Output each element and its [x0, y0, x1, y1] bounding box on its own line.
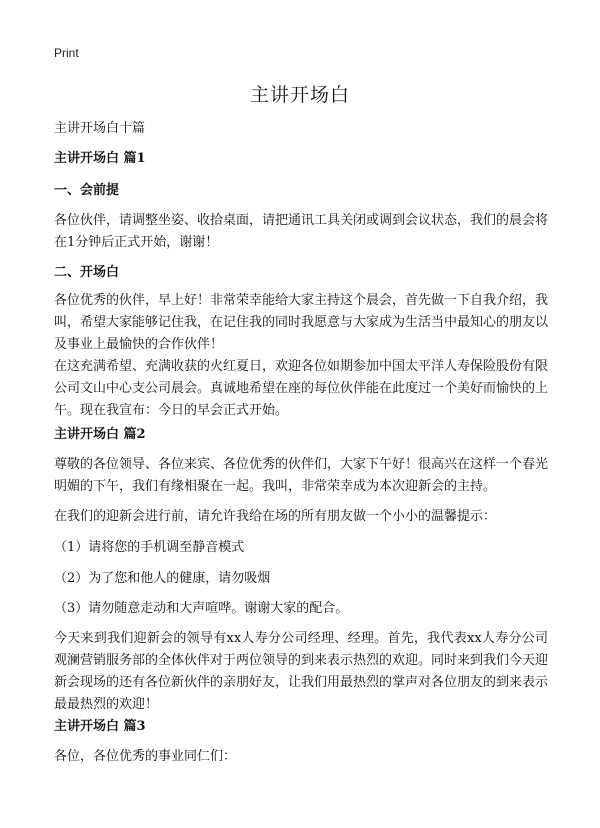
- section2-text1: 尊敬的各位领导、各位来宾、各位优秀的伙伴们，大家下午好！很高兴在这样一个春光明媚的下午，我们有缘相聚在一起。我叫，非常荣幸成为本次迎新会的主持。: [54, 457, 549, 494]
- section2-text3: 今天来到我们迎新会的领导有xx人寿分公司经理、经理。首先，我代表xx人寿分公司观澜营销服务部的全体伙伴对于两位领导的到来表示热烈的欢迎。同时来到我们今天迎新会现场的还有各位新伙伴的亲朋好友，让我们用最热烈的掌声对各位朋友的到来表示最最热烈的欢迎！: [54, 631, 549, 712]
- section2-heading: 主讲开场白 篇2: [54, 427, 146, 442]
- section1-heading: 主讲开场白 篇1: [54, 151, 146, 166]
- section2-tip3: （3）请勿随意走动和大声喧哗。谢谢大家的配合。: [54, 601, 349, 616]
- section1-part2-text1: 各位优秀的伙伴，早上好！非常荣幸能给大家主持这个晨会，首先做一下自我介绍，我叫，希望大家能够记住我，在记住我的同时我愿意与大家成为生活当中最知心的朋友以及事业上最愉快的合作伙伴！: [54, 293, 549, 352]
- print-label[interactable]: Print: [54, 46, 79, 60]
- page-title: 主讲开场白: [249, 84, 350, 106]
- section1-part2-text2: 在这充满希望、充满收获的火红夏日，欢迎各位如期参加中国太平洋人寿保险股份有限公司文山中心支公司晨会。真诚地希望在座的每位伙伴能在此度过一个美好而愉快的上午。现在我宣布：今日的早会正式开始。: [54, 359, 549, 418]
- section1-part1-heading: 一、会前提: [54, 183, 120, 198]
- section1-part1-text: 各位伙伴，请调整坐姿、收拾桌面，请把通讯工具关闭或调到会议状态，我们的晨会将在1分钟后正式开始，谢谢！: [54, 213, 549, 250]
- section3-heading: 主讲开场白 篇3: [54, 719, 146, 734]
- section1-part2-heading: 二、开场白: [54, 265, 120, 280]
- section2-text2: 在我们的迎新会进行前，请允许我给在场的所有朋友做一个小小的温馨提示：: [54, 509, 497, 524]
- section2-tip2: （2）为了您和他人的健康，请勿吸烟: [54, 571, 271, 586]
- section2-tip1: （1）请将您的手机调至静音模式: [54, 540, 245, 555]
- document-subtitle: 主讲开场白十篇: [54, 121, 146, 136]
- section3-text1: 各位，各位优秀的事业同仁们：: [54, 749, 237, 764]
